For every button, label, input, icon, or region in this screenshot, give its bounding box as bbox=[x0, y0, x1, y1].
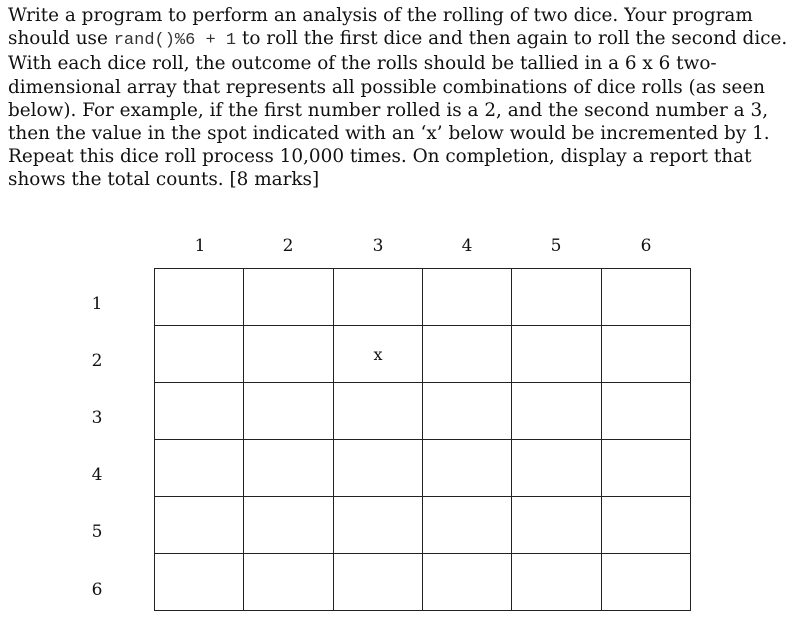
table-cell bbox=[602, 269, 691, 326]
table-cell bbox=[334, 383, 423, 440]
table-cell bbox=[155, 326, 244, 383]
table-cell bbox=[334, 554, 423, 611]
table-cell bbox=[602, 497, 691, 554]
table-cell bbox=[512, 554, 602, 611]
row-header-1: 1 bbox=[91, 294, 103, 314]
table-cell bbox=[512, 440, 602, 497]
table-cell bbox=[334, 269, 423, 326]
table-cell bbox=[244, 497, 334, 554]
row-header-3: 3 bbox=[91, 408, 103, 428]
table-cell bbox=[423, 269, 512, 326]
table-row bbox=[155, 383, 691, 440]
question-part-1: Write a program to perform an analysis of the rolling of two dice. Your program should use bbox=[8, 5, 753, 50]
column-header-1: 1 bbox=[194, 236, 206, 256]
table-cell bbox=[512, 269, 602, 326]
table-cell bbox=[423, 554, 512, 611]
table-cell bbox=[423, 326, 512, 383]
column-header-3: 3 bbox=[372, 236, 384, 256]
table-row bbox=[155, 497, 691, 554]
code-snippet: rand()%6 + 1 bbox=[113, 31, 237, 51]
table-cell-marked-x: x bbox=[334, 326, 423, 383]
table-row bbox=[155, 554, 691, 611]
table-cell bbox=[512, 326, 602, 383]
table-cell bbox=[244, 383, 334, 440]
table-cell bbox=[155, 440, 244, 497]
table-row bbox=[155, 440, 691, 497]
table-cell bbox=[244, 269, 334, 326]
row-header-5: 5 bbox=[91, 522, 103, 542]
table-cell bbox=[155, 383, 244, 440]
table-cell bbox=[244, 554, 334, 611]
table-cell bbox=[155, 269, 244, 326]
table-cell bbox=[512, 383, 602, 440]
table-cell bbox=[423, 440, 512, 497]
column-header-5: 5 bbox=[550, 236, 562, 256]
table-cell bbox=[602, 326, 691, 383]
row-header-6: 6 bbox=[91, 580, 103, 600]
table-cell bbox=[423, 383, 512, 440]
table-cell bbox=[155, 554, 244, 611]
table-cell bbox=[155, 497, 244, 554]
table-cell bbox=[334, 497, 423, 554]
column-header-4: 4 bbox=[461, 236, 473, 256]
table-cell bbox=[602, 554, 691, 611]
row-header-4: 4 bbox=[91, 465, 103, 485]
table-row bbox=[155, 326, 691, 383]
row-header-2: 2 bbox=[91, 351, 103, 371]
dice-tally-table bbox=[154, 268, 691, 611]
table-cell bbox=[334, 440, 423, 497]
table-cell bbox=[244, 326, 334, 383]
question-text bbox=[8, 4, 803, 192]
question-part-2: to roll the first dice and then again to roll the second dice. With each dice roll, the outcome of the rolls should be tallied in a 6 x 6 two-dimensional array that represents all possible combinations of dice rolls (as seen below). For example, if the first number rolled is a 2, and the second number a 3, then the value in the spot indicated with an ‘x’ below would be incremented by 1. Repeat this dice roll process 10,000 times. On completion, display a report that shows the total counts. [8 marks] bbox=[8, 28, 788, 191]
table-cell bbox=[244, 440, 334, 497]
table-cell bbox=[423, 497, 512, 554]
column-header-6: 6 bbox=[640, 236, 652, 256]
table-cell bbox=[602, 440, 691, 497]
table-row bbox=[155, 269, 691, 326]
table-cell bbox=[602, 383, 691, 440]
table-cell bbox=[512, 497, 602, 554]
column-header-2: 2 bbox=[282, 236, 294, 256]
